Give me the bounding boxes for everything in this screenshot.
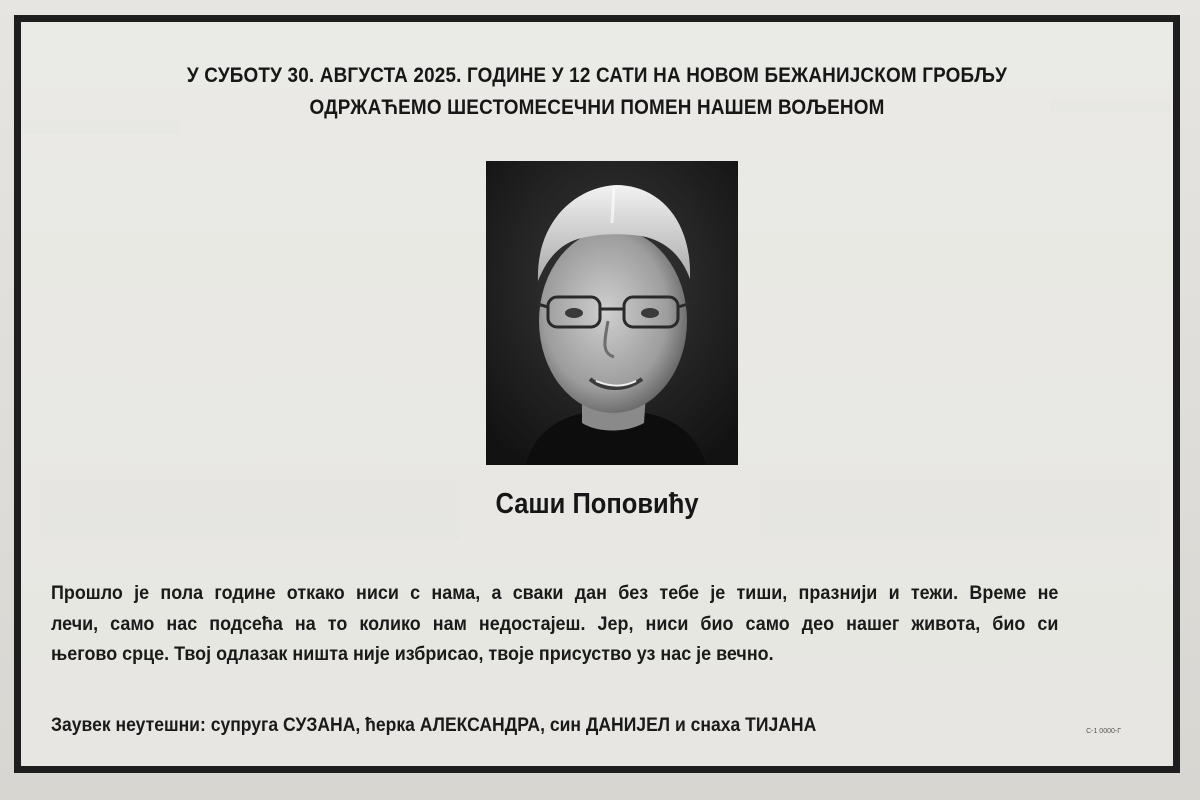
ad-reference-code: С-1 0000-Г [1086,728,1121,735]
memorial-message-line: лечи, само нас подсећа на то колико нам недостајеш. Јер, ниси био само део нашег живота, био си [51,612,1059,635]
deceased-name: Саши Поповићу [495,488,699,520]
family-signoff: Заувек неутешни: супруга СУЗАНА, ћерка АЛЕКСАНДРА, син ДАНИЈЕЛ и снаха ТИЈАНА [51,714,817,736]
announcement-line-2: ОДРЖАЋЕМО ШЕСТОМЕСЕЧНИ ПОМЕН НАШЕМ ВОЉЕНОМ [309,96,885,119]
memorial-message-line: Прошло је пола године откако ниси с нама, а сваки дан без тебе је тиши, празнији и тежи. Време не [51,582,1059,604]
memorial-message-line: његово срце. Твој одлазак ништа није избрисао, твоје присуство уз нас је вечно. [51,643,774,665]
memorial-message [51,578,1058,670]
memorial-notice [14,15,1180,773]
announcement-line-1: У СУБОТУ 30. АВГУСТА 2025. ГОДИНЕ У 12 САТИ НА НОВОМ БЕЖАНИЈСКОМ ГРОБЉУ [186,64,1008,87]
portrait-photo [486,161,738,465]
